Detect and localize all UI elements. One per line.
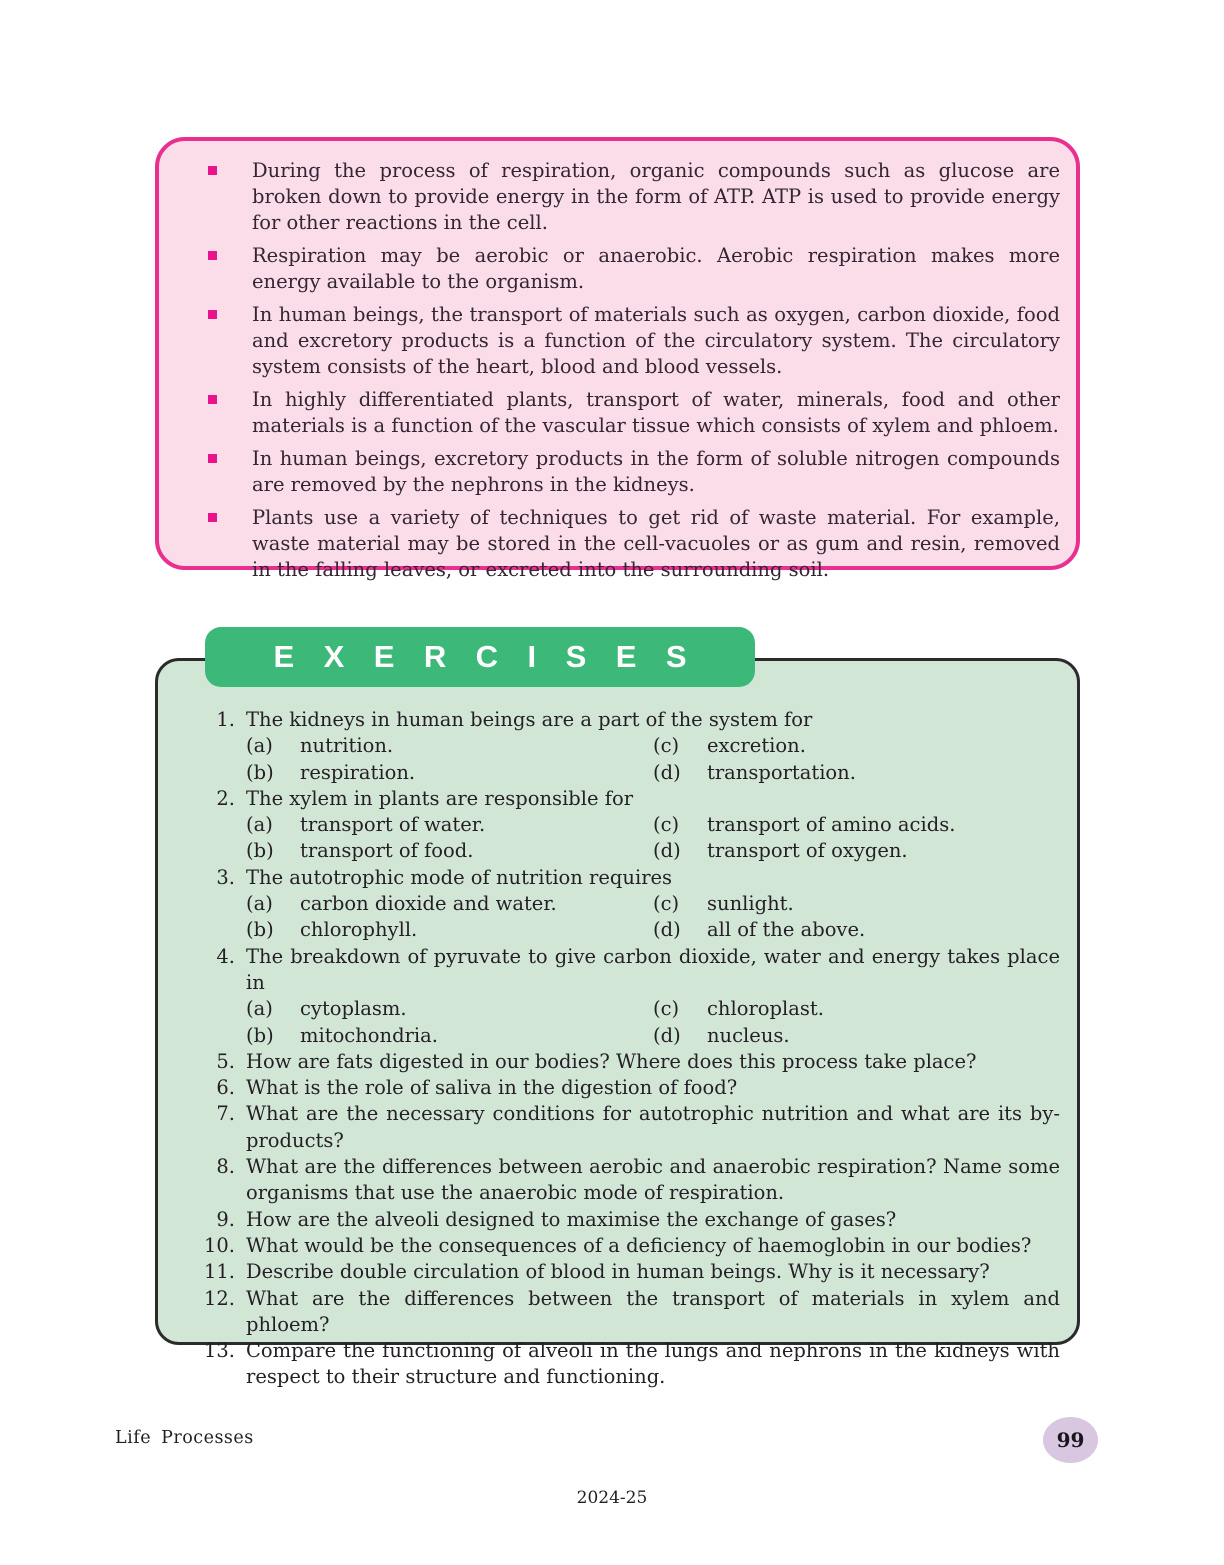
exercises-badge	[205, 627, 755, 687]
question-row	[158, 1259, 1060, 1285]
question-number: 5.	[216, 1049, 235, 1073]
summary-bullet-item	[159, 505, 1060, 583]
option-label: (c)	[653, 813, 680, 837]
summary-bullet-list	[159, 158, 1060, 583]
option-text: transport of food.	[300, 839, 474, 863]
question-list	[158, 707, 1060, 1391]
square-bullet-icon	[208, 166, 217, 175]
option-text: transport of water.	[300, 813, 486, 837]
option-text: transport of oxygen.	[707, 839, 908, 863]
bullet-cell	[159, 158, 252, 236]
summary-bullet-text: During the process of respiration, organic compounds such as glucose are broken down to provide energy in the form of ATP. ATP is used to provide energy for other reactions in the cell.	[252, 159, 1060, 234]
option-grid	[246, 733, 1060, 786]
question-row	[158, 1338, 1060, 1391]
question-body	[246, 707, 1060, 786]
option-label: (b)	[246, 1023, 274, 1047]
question-row	[158, 1075, 1060, 1101]
option-label: (a)	[246, 892, 273, 916]
question-number: 12.	[203, 1286, 235, 1310]
option-label: (c)	[653, 997, 680, 1021]
question-number: 10.	[203, 1233, 235, 1257]
question-option	[246, 917, 653, 943]
question-text: The breakdown of pyruvate to give carbon dioxide, water and energy takes place in	[246, 944, 1060, 994]
option-text: respiration.	[300, 760, 416, 784]
question-body	[246, 1338, 1060, 1391]
question-number: 2.	[216, 786, 235, 810]
summary-bullet-item	[159, 302, 1060, 380]
option-text: chlorophyll.	[300, 918, 418, 942]
bullet-cell	[159, 387, 252, 439]
question-body	[246, 1049, 1060, 1075]
question-text: The kidneys in human beings are a part of the system for	[246, 708, 813, 731]
question-body	[246, 1259, 1060, 1285]
summary-bullet-text: In human beings, excretory products in the form of soluble nitrogen compounds are removed by the nephrons in the kidneys.	[252, 447, 1060, 496]
question-number: 7.	[216, 1102, 235, 1126]
square-bullet-icon	[208, 251, 217, 260]
question-option	[246, 1023, 653, 1049]
question-option	[653, 996, 1060, 1022]
question-number: 13.	[203, 1339, 235, 1363]
bullet-cell	[159, 505, 252, 583]
summary-bullet-item	[159, 446, 1060, 498]
question-option	[653, 891, 1060, 917]
question-option	[246, 812, 653, 838]
question-option	[246, 891, 653, 917]
square-bullet-icon	[208, 454, 217, 463]
option-text: chloroplast.	[707, 997, 824, 1021]
question-row	[158, 1101, 1060, 1154]
summary-bullet-text: In highly differentiated plants, transport of water, minerals, food and other materials is a function of the vascular tissue which consists of xylem and phloem.	[252, 388, 1060, 437]
question-number: 8.	[216, 1155, 235, 1179]
option-text: excretion.	[707, 734, 806, 758]
option-label: (a)	[246, 813, 273, 837]
footer-chapter-title: Life Processes	[115, 1428, 254, 1448]
question-option	[653, 917, 1060, 943]
option-text: nucleus.	[707, 1023, 790, 1047]
option-text: nutrition.	[300, 734, 394, 758]
option-text: carbon dioxide and water.	[300, 892, 557, 916]
question-row	[158, 786, 1060, 865]
question-text: How are fats digested in our bodies? Where does this process take place?	[246, 1049, 977, 1073]
option-text: transportation.	[707, 760, 856, 784]
option-grid	[246, 812, 1060, 865]
question-text: What would be the consequences of a deficiency of haemoglobin in our bodies?	[246, 1233, 1032, 1257]
bullet-cell	[159, 446, 252, 498]
question-row	[158, 944, 1060, 1049]
question-option	[653, 760, 1060, 786]
question-row	[158, 1154, 1060, 1207]
question-body	[246, 786, 1060, 865]
option-label: (b)	[246, 918, 274, 942]
page-number: 99	[1056, 1428, 1085, 1452]
summary-bullet-item	[159, 243, 1060, 295]
question-body	[246, 1233, 1060, 1259]
option-grid	[246, 891, 1060, 944]
question-text: The xylem in plants are responsible for	[246, 786, 634, 810]
question-body	[246, 1154, 1060, 1207]
question-body	[246, 1207, 1060, 1233]
question-number: 3.	[216, 865, 235, 889]
square-bullet-icon	[208, 310, 217, 319]
question-option	[653, 812, 1060, 838]
question-number: 4.	[216, 944, 235, 968]
option-label: (d)	[653, 918, 681, 942]
option-text: mitochondria.	[300, 1023, 438, 1047]
question-text: What are the necessary conditions for autotrophic nutrition and what are its by-products?	[246, 1102, 1060, 1152]
option-label: (d)	[653, 760, 681, 784]
bullet-cell	[159, 243, 252, 295]
option-label: (b)	[246, 760, 274, 784]
summary-bullet-text: In human beings, the transport of materials such as oxygen, carbon dioxide, food and excretory products is a function of the circulatory system. The circulatory system consists of the heart, blood and blood vessels.	[252, 303, 1060, 378]
question-number: 11.	[203, 1260, 235, 1284]
summary-bullet-item	[159, 387, 1060, 439]
question-text: The autotrophic mode of nutrition requires	[246, 865, 673, 889]
exercises-title: EXERCISES	[273, 639, 716, 674]
question-option	[246, 996, 653, 1022]
question-row	[158, 707, 1060, 786]
option-text: cytoplasm.	[300, 997, 407, 1021]
question-option	[653, 838, 1060, 864]
question-text: What are the differences between aerobic and anaerobic respiration? Name some organisms that use the anaerobic mode of respiration.	[246, 1155, 1060, 1205]
option-label: (c)	[653, 892, 680, 916]
question-text: Compare the functioning of alveoli in the lungs and nephrons in the kidneys with respect to their structure and functioning.	[246, 1339, 1060, 1389]
option-label: (d)	[653, 839, 681, 863]
square-bullet-icon	[208, 395, 217, 404]
square-bullet-icon	[208, 513, 217, 522]
question-text: How are the alveoli designed to maximise the exchange of gases?	[246, 1207, 897, 1231]
question-body	[246, 1101, 1060, 1154]
question-row	[158, 1286, 1060, 1339]
summary-bullet-text: Plants use a variety of techniques to get rid of waste material. For example, waste material may be stored in the cell-vacuoles or as gum and resin, removed in the falling leaves, or excreted into the surrounding soil.	[252, 506, 1060, 581]
question-body	[246, 865, 1060, 944]
option-text: transport of amino acids.	[707, 813, 956, 837]
summary-box	[155, 137, 1080, 581]
question-row	[158, 1207, 1060, 1233]
question-option	[653, 1023, 1060, 1049]
question-body	[246, 1075, 1060, 1101]
option-label: (c)	[653, 734, 680, 758]
question-option	[246, 838, 653, 864]
exercises-box	[155, 658, 1080, 1389]
question-number: 9.	[216, 1207, 235, 1231]
bullet-cell	[159, 302, 252, 380]
option-label: (b)	[246, 839, 274, 863]
question-body	[246, 1286, 1060, 1339]
question-text: What is the role of saliva in the digestion of food?	[246, 1076, 738, 1100]
page-number-badge	[1043, 1417, 1098, 1463]
question-text: What are the differences between the transport of materials in xylem and phloem?	[246, 1286, 1060, 1336]
summary-bullet-text: Respiration may be aerobic or anaerobic. Aerobic respiration makes more energy available to the organism.	[252, 244, 1060, 293]
option-text: sunlight.	[707, 892, 794, 916]
question-row	[158, 1233, 1060, 1259]
question-option	[246, 760, 653, 786]
question-option	[653, 733, 1060, 759]
question-number: 1.	[216, 708, 235, 731]
question-row	[158, 1049, 1060, 1075]
summary-bullet-item	[159, 158, 1060, 236]
question-row	[158, 865, 1060, 944]
option-label: (d)	[653, 1023, 681, 1047]
question-body	[246, 944, 1060, 1049]
option-text: all of the above.	[707, 918, 866, 942]
question-option	[246, 733, 653, 759]
option-label: (a)	[246, 734, 273, 758]
footer-year: 2024-25	[576, 1488, 648, 1508]
option-label: (a)	[246, 997, 273, 1021]
question-text: Describe double circulation of blood in human beings. Why is it necessary?	[246, 1260, 990, 1284]
question-number: 6.	[216, 1076, 235, 1100]
option-grid	[246, 996, 1060, 1049]
